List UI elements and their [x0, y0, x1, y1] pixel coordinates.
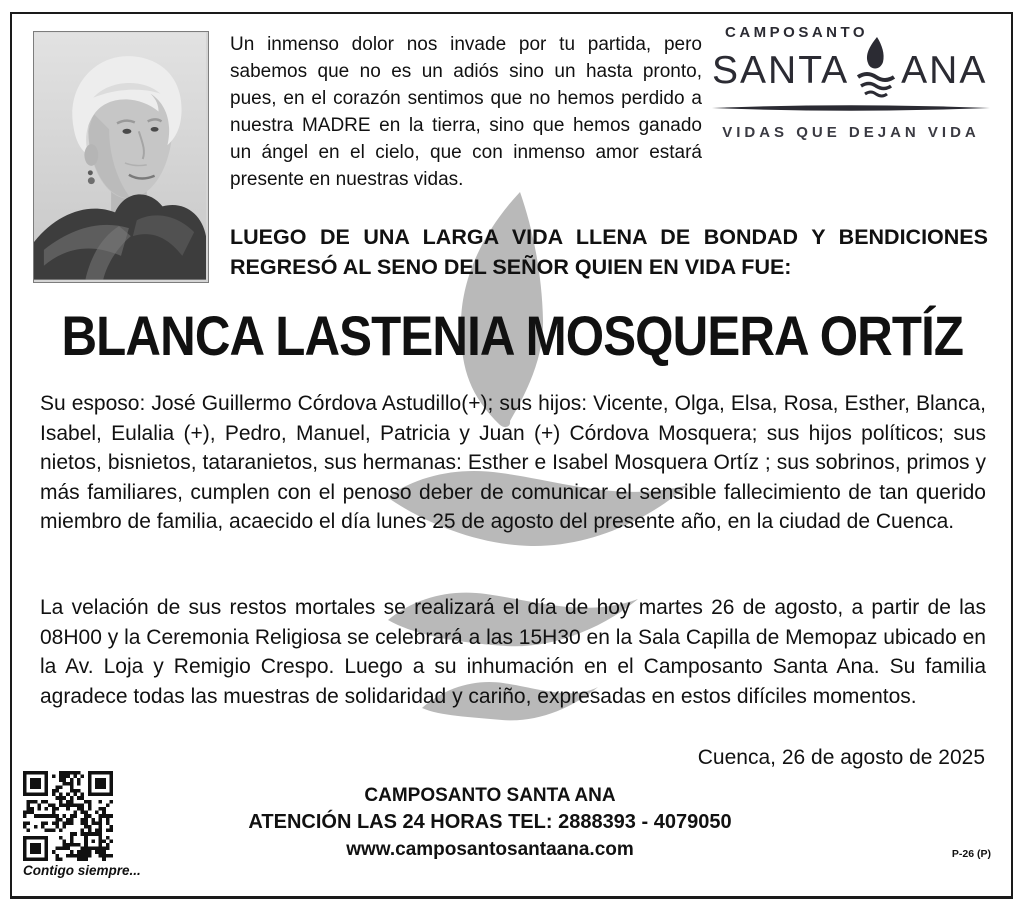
brand-name-right: ANA	[901, 49, 988, 92]
announcement	[230, 222, 988, 282]
announcement-line2: REGRESÓ AL SENO DEL SEÑOR QUIEN EN VIDA FUE:	[230, 255, 792, 279]
footer-phone: ATENCIÓN LAS 24 HORAS TEL: 2888393 - 4079050	[248, 811, 732, 833]
family-paragraph: Su esposo: José Guillermo Córdova Astudillo(+); sus hijos: Vicente, Olga, Elsa, Rosa, Esther, Blanca, Isabel, Eulalia (+), Pedro, Manuel, Patricia y Juan (+) Córdova Mosquera; sus hijos políticos; sus nietos, bisnietos, tataranietos, sus hermanas: Esther e Isabel Mosquera Ortíz ; sus sobrinos, primos y más familiares, cumplen con el penoso deber de comunicar el sensible fallecimiento de tan querido miembro de familia, acaecido el día lunes 25 de agosto del presente año, en la ciudad de Cuenca.	[40, 392, 986, 533]
dateline: Cuenca, 26 de agosto de 2025	[697, 746, 985, 769]
footer-company: CAMPOSANTO SANTA ANA	[364, 785, 616, 806]
brand-name	[712, 49, 990, 93]
brand-divider	[712, 105, 990, 111]
portrait-illustration	[34, 32, 206, 280]
footer	[190, 783, 790, 863]
qr-caption: Contigo siempre...	[23, 863, 141, 878]
deceased-name: BLANCA LASTENIA MOSQUERA ORTÍZ	[61, 304, 964, 367]
qr-code	[23, 771, 113, 861]
brand-tagline: VIDAS QUE DEJAN VIDA	[722, 124, 980, 141]
footer-website: www.camposantosantaana.com	[346, 839, 634, 860]
announcement-line1: LUEGO DE UNA LARGA VIDA LLENA DE BONDAD Y BENDICIONES	[230, 225, 988, 249]
intro-paragraph: Un inmenso dolor nos invade por tu partida, pero sabemos que no es un adiós sino un hasta pronto, pues, en el corazón sentimos que no hemos perdido a nuestra MADRE en la tierra, sino que hemos ganado un ángel en el cielo, que con inmenso amor estará presente en nuestras vidas.	[230, 34, 702, 190]
service-paragraph: La velación de sus restos mortales se realizará el día de hoy martes 26 de agosto, a partir de las 08H00 y la Ceremonia Religiosa se celebrará a las 15H30 en la Sala Capilla de Memopaz ubicado en la Av. Loja y Remigio Crespo. Luego a su inhumación en el Camposanto Santa Ana. Su familia agradece todas las muestras de solidaridad y cariño, expresadas en estos difíciles momentos.	[40, 596, 986, 708]
qr-block	[23, 771, 153, 878]
brand-overline: CAMPOSANTO	[725, 24, 869, 41]
portrait-photo	[33, 31, 209, 283]
print-code: P-26 (P)	[951, 848, 991, 860]
flame-icon	[850, 33, 902, 105]
brand-name-left: SANTA	[712, 49, 850, 92]
brand-logo	[712, 24, 990, 141]
deceased-name-row	[0, 303, 1024, 368]
